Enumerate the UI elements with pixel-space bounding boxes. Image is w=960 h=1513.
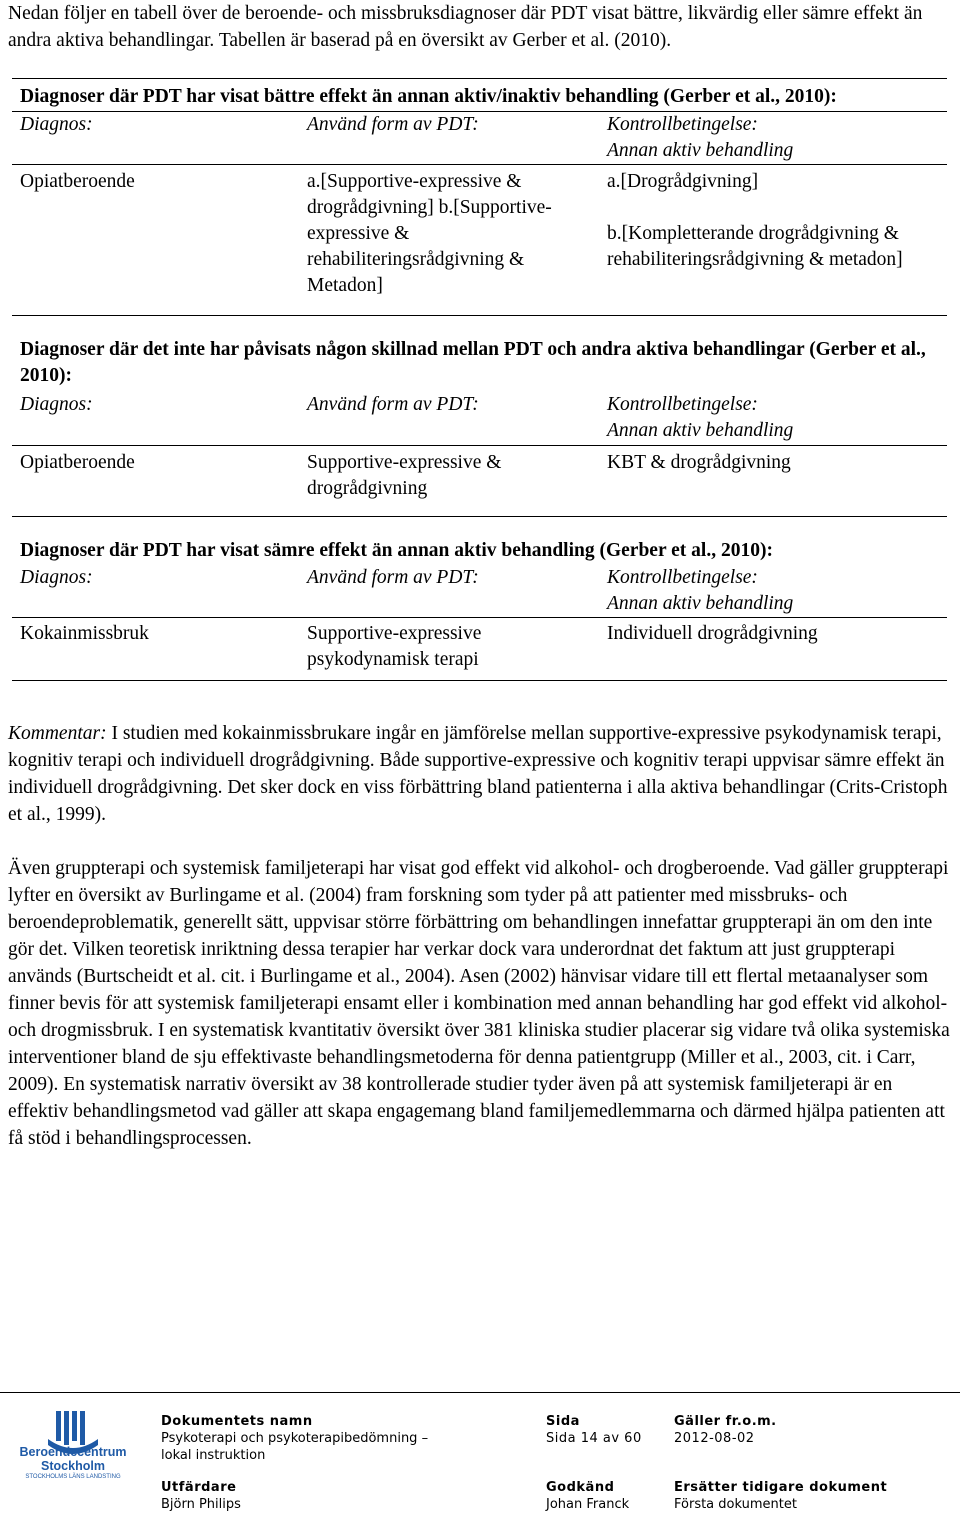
doc-name-value-2: lokal instruktion: [161, 1448, 266, 1463]
col-form: Använd form av PDT:: [307, 567, 479, 588]
doc-name-value-1: Psykoterapi och psykoterapibedömning –: [161, 1431, 429, 1446]
col-form: Använd form av PDT:: [307, 114, 479, 135]
doc-name-label: Dokumentets namn: [161, 1414, 313, 1429]
valid-from-value: 2012-08-02: [674, 1431, 755, 1446]
section-title: Diagnoser där PDT har visat bättre effekt än annan aktiv/inaktiv behandling (Gerber et al., 2010):: [12, 79, 947, 112]
cell-control-b: b.[Kompletterande drogrådgivning & rehabiliteringsrådgivning & metadon]: [607, 223, 903, 270]
beroendecentrum-logo: [18, 1409, 128, 1499]
col-diagnos: Diagnos:: [20, 394, 93, 415]
section-title: Diagnoser där PDT har visat sämre effekt än annan aktiv behandling (Gerber et al., 2010):: [20, 540, 773, 561]
replaces-label: Ersätter tidigare dokument: [674, 1480, 888, 1495]
page-value: Sida 14 av 60: [546, 1431, 642, 1446]
col-control-sub: Annan aktiv behandling: [607, 593, 794, 614]
comment-paragraph: [8, 720, 952, 828]
cell-form: Supportive-expressive & drogrådgivning: [307, 452, 502, 499]
comment-label: Kommentar:: [8, 723, 107, 744]
valid-from-label: Gäller fr.o.m.: [674, 1414, 777, 1429]
table-better-effect: [12, 78, 947, 316]
cell-form: Supportive-expressive psykodynamisk terapi: [307, 623, 482, 670]
cell-diagnosis: Opiatberoende: [20, 452, 135, 473]
approved-label: Godkänd: [546, 1480, 615, 1495]
cell-diagnosis: Opiatberoende: [20, 171, 135, 192]
table-row: [12, 446, 947, 517]
document-footer: [0, 1392, 960, 1513]
logo-text-1: Beroendecentrum: [19, 1445, 127, 1459]
issuer-value: Björn Philips: [161, 1497, 241, 1512]
cell-form: a.[Supportive-expressive & drogrådgivning] b.[Supportive-expressive & rehabiliteringsrådgivning & Metadon]: [307, 171, 552, 296]
table-row: [12, 618, 947, 681]
cell-control: Individuell drogrådgivning: [607, 623, 818, 644]
cell-control: KBT & drogrådgivning: [607, 452, 791, 473]
body-paragraph: Även gruppterapi och systemisk familjeterapi har visat god effekt vid alkohol- och drogberoende. Vad gäller gruppterapi lyfter en översikt av Burlingame et al. (2004) fram forskning som tyder på att patienter med missbruks- och beroendeproblematik, generellt sätt, uppvisar större förbättring om behandlingen innefattar gruppterapi än om den inte gör det. Vilken teoretisk inriktning dessa terapier har verkar dock vara underordnat det faktum att just gruppterapi används (Burtscheidt et al. cit. i Burlingame et al., 2004). Asen (2002) hänvisar vidare till ett flertal metaanalyser som finner bevis för att systemisk familjeterapi ensamt eller i kombination med annan behandling har god effekt vid alkohol- och drogmissbruk. I en systematisk kvantitativ översikt över 381 kliniska studier placerar sig vidare två olika systemiska interventioner bland de sju effektivaste behandlingsmetoderna för denna patientgrupp (Miller et al., 2003, cit. i Carr, 2009). En systematisk narrativ översikt av 38 kontrollerade studier tyder även på att systemisk familjeterapi är en effektiv behandlingsmetod vad gäller att skapa engagemang bland familjemedlemmarna och därmed hjälpa patienten att få stöd i behandlingsprocessen.: [8, 858, 950, 1149]
intro-paragraph: Nedan följer en tabell över de beroende- och missbruksdiagnoser där PDT visat bättre, likvärdig eller sämre effekt än andra aktiva behandlingar. Tabellen är baserad på en översikt av Gerber et al. (2010).: [8, 3, 923, 51]
comment-text: I studien med kokainmissbrukare ingår en jämförelse mellan supportive-expressive psykodynamisk terapi, kognitiv terapi och individuell drogrådgivning. Både supportive-expressive och kognitiv terapi uppvisar sämre effekt än individuell drogrådgivning. Det sker dock en viss förbättring bland patienterna i alla aktiva behandlingar (Crits-Cristoph et al., 1999).: [8, 723, 948, 825]
replaces-value: Första dokumentet: [674, 1497, 797, 1512]
cell-diagnosis: Kokainmissbruk: [20, 623, 149, 644]
logo-text-2: Stockholm: [41, 1459, 105, 1473]
cell-control-a: a.[Drogrådgivning]: [607, 171, 759, 192]
issuer-label: Utfärdare: [161, 1480, 237, 1495]
table-header: [12, 392, 947, 446]
table-row: [12, 165, 947, 316]
col-control: Kontrollbetingelse:: [607, 114, 758, 135]
col-control: Kontrollbetingelse:: [607, 394, 758, 415]
col-diagnos: Diagnos:: [20, 114, 93, 135]
col-control: Kontrollbetingelse:: [607, 567, 758, 588]
table-header: [12, 78, 947, 165]
col-form: Använd form av PDT:: [307, 394, 479, 415]
table-header: [12, 565, 947, 618]
col-control-sub: Annan aktiv behandling: [607, 420, 794, 441]
section-title: Diagnoser där det inte har påvisats någon skillnad mellan PDT och andra aktiva behandlingar (Gerber et al., 2010):: [20, 339, 926, 386]
table-no-difference: [12, 334, 947, 517]
col-diagnos: Diagnos:: [20, 567, 93, 588]
approved-value: Johan Franck: [546, 1497, 630, 1512]
col-control-sub: Annan aktiv behandling: [607, 140, 794, 161]
logo-text-3: STOCKHOLMS LÄNS LANDSTING: [25, 1474, 121, 1480]
page-label: Sida: [546, 1414, 580, 1429]
table-worse-effect: [12, 538, 947, 681]
